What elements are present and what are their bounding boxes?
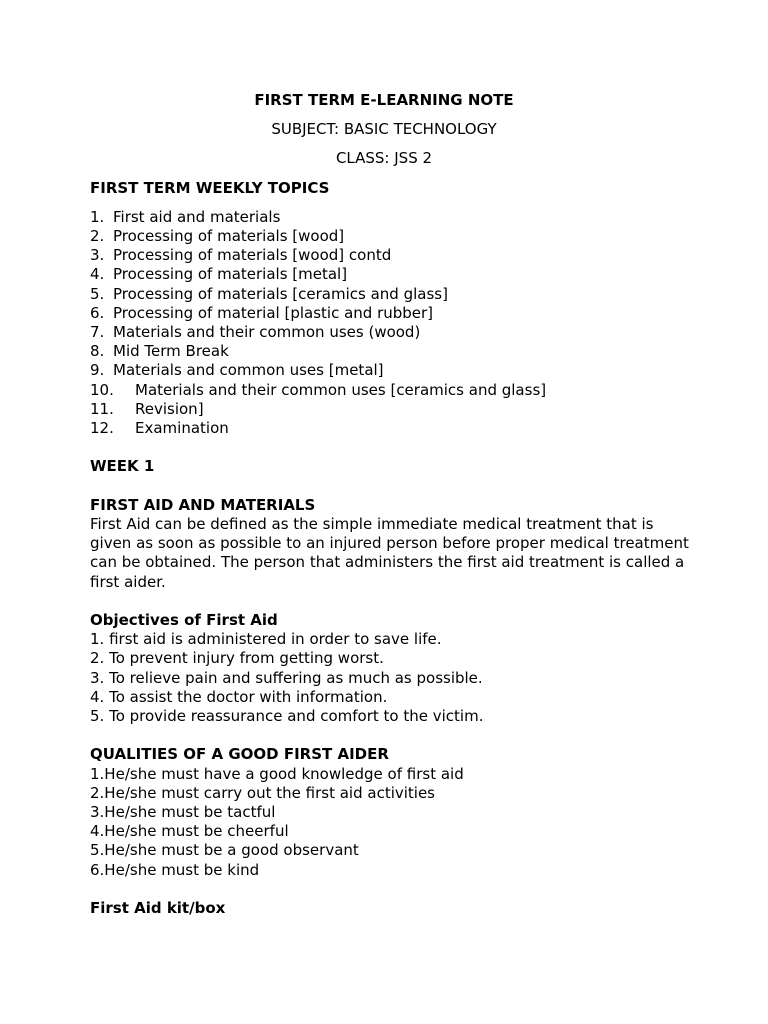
list-item <box>90 227 690 246</box>
list-item <box>90 419 690 438</box>
list-item <box>90 400 690 419</box>
definition-paragraph: First Aid can be defined as the simple immediate medical treatment that is given as soon as possible to an injured person before proper medical treatment can be obtained. The person that administers the first aid treatment is called a first aider. <box>90 515 689 591</box>
list-item-text: Examination <box>135 419 229 438</box>
list-item: 5. To provide reassurance and comfort to the victim. <box>90 707 484 726</box>
list-item <box>90 342 690 361</box>
objectives-list <box>90 630 690 726</box>
list-item <box>90 361 690 380</box>
list-item-number: 5. <box>90 284 105 303</box>
week-heading: WEEK 1 <box>90 457 155 476</box>
qualities-list <box>90 765 690 880</box>
list-item-text: Processing of materials [metal] <box>113 265 348 284</box>
list-item: 2. To prevent injury from getting worst. <box>90 649 384 668</box>
list-item: 2.He/she must carry out the first aid activities <box>90 783 435 802</box>
list-item <box>90 304 690 323</box>
subject-line: SUBJECT: BASIC TECHNOLOGY <box>271 120 497 139</box>
list-item-text: Processing of materials [wood] contd <box>113 246 392 265</box>
list-item-text: Materials and common uses [metal] <box>113 361 384 380</box>
list-item: 4.He/she must be cheerful <box>90 822 289 841</box>
document-content <box>90 91 690 918</box>
list-item-number: 8. <box>90 342 105 361</box>
list-item-text: Mid Term Break <box>113 342 229 361</box>
section-heading: FIRST AID AND MATERIALS <box>90 495 316 514</box>
list-item: 3.He/she must be tactful <box>90 803 276 822</box>
list-item-number: 2. <box>90 227 105 246</box>
list-item-number: 11. <box>90 399 114 418</box>
list-item-text: First aid and materials <box>113 207 281 226</box>
list-item-number: 7. <box>90 323 105 342</box>
list-item-text: Materials and their common uses [ceramics and glass] <box>135 380 547 399</box>
list-item-number: 4. <box>90 265 105 284</box>
list-item-number: 9. <box>90 361 105 380</box>
qualities-heading: QUALITIES OF A GOOD FIRST AIDER <box>90 745 389 764</box>
list-item: 4. To assist the doctor with information. <box>90 687 388 706</box>
list-item-number: 12. <box>90 419 114 438</box>
list-item: 1.He/she must have a good knowledge of first aid <box>90 764 464 783</box>
list-item-text: Materials and their common uses (wood) <box>113 323 421 342</box>
list-item: 3. To relieve pain and suffering as much as possible. <box>90 668 483 687</box>
list-item <box>90 208 690 227</box>
topics-heading: FIRST TERM WEEKLY TOPICS <box>90 178 330 197</box>
class-line: CLASS: JSS 2 <box>335 149 433 168</box>
list-item: 5.He/she must be a good observant <box>90 841 359 860</box>
objectives-heading: Objectives of First Aid <box>90 611 278 630</box>
list-item-number: 6. <box>90 303 105 322</box>
weekly-topics-list <box>90 208 690 438</box>
list-item-text: Processing of materials [ceramics and glass] <box>113 284 448 303</box>
list-item: 6.He/she must be kind <box>90 860 260 879</box>
list-item <box>90 246 690 265</box>
list-item <box>90 265 690 284</box>
list-item-text: Revision] <box>135 399 204 418</box>
document-title: FIRST TERM E-LEARNING NOTE <box>254 91 514 109</box>
list-item-number: 1. <box>90 207 105 226</box>
list-item-number: 3. <box>90 246 105 265</box>
kit-heading: First Aid kit/box <box>90 899 226 918</box>
list-item-number: 10. <box>90 380 114 399</box>
list-item <box>90 323 690 342</box>
list-item <box>90 285 690 304</box>
list-item-text: Processing of material [plastic and rubber] <box>113 303 434 322</box>
list-item-text: Processing of materials [wood] <box>113 227 345 246</box>
list-item: 1. first aid is administered in order to save life. <box>90 630 442 649</box>
list-item <box>90 381 690 400</box>
